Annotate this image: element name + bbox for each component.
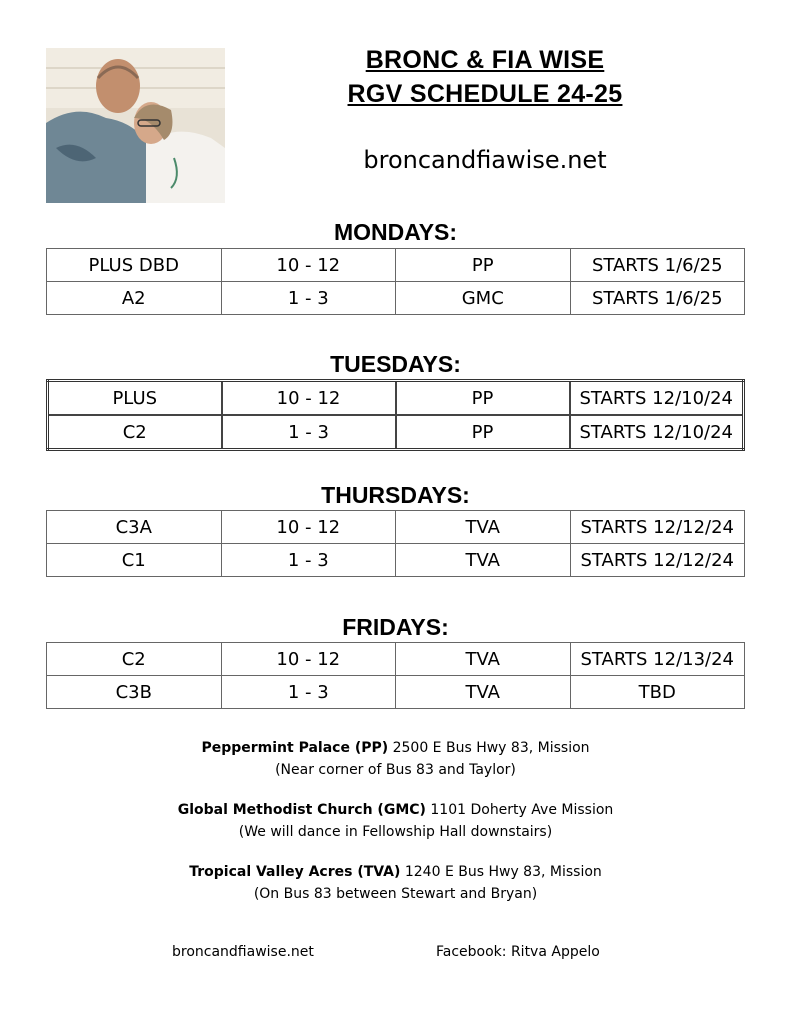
fridays-table (46, 642, 745, 709)
footer-facebook: Facebook: Ritva Appelo (436, 944, 600, 960)
table-row (48, 381, 744, 416)
time-cell: 1 - 3 (222, 415, 396, 450)
level-cell: PLUS (48, 381, 222, 416)
venue-address: 1101 Doherty Ave Mission (425, 802, 614, 818)
time-cell: 1 - 3 (221, 676, 396, 709)
mondays-table (46, 248, 745, 315)
place-cell: GMC (396, 282, 571, 315)
venue-name: Peppermint Palace (PP) (201, 740, 389, 756)
start-cell: STARTS 1/6/25 (570, 249, 745, 282)
level-cell: C2 (47, 643, 222, 676)
start-cell: TBD (570, 676, 745, 709)
tuesdays-heading: TUESDAYS: (330, 351, 461, 377)
start-cell: STARTS 1/6/25 (570, 282, 745, 315)
level-cell: C1 (47, 544, 222, 577)
place-cell: PP (396, 415, 570, 450)
place-cell: TVA (396, 544, 571, 577)
start-cell: STARTS 12/10/24 (570, 415, 744, 450)
time-cell: 1 - 3 (221, 544, 396, 577)
level-cell: C3B (47, 676, 222, 709)
place-cell: PP (396, 249, 571, 282)
level-cell: C3A (47, 511, 222, 544)
level-cell: A2 (47, 282, 222, 315)
place-cell: TVA (396, 511, 571, 544)
venue-note: (On Bus 83 between Stewart and Bryan) (253, 886, 538, 902)
tuesdays-table (46, 379, 745, 451)
venue-address: 1240 E Bus Hwy 83, Mission (400, 864, 602, 880)
place-cell: TVA (396, 643, 571, 676)
table-row (47, 544, 745, 577)
footer-website: broncandfiawise.net (172, 944, 314, 960)
mondays-heading: MONDAYS: (333, 219, 458, 245)
start-cell: STARTS 12/10/24 (570, 381, 744, 416)
time-cell: 10 - 12 (221, 249, 396, 282)
venue-name: Global Methodist Church (GMC) (177, 802, 426, 818)
venue-note: (Near corner of Bus 83 and Taylor) (275, 762, 516, 778)
website-heading: broncandfiawise.net (363, 146, 607, 174)
venue-address: 2500 E Bus Hwy 83, Mission (388, 740, 590, 756)
title-line-2: RGV SCHEDULE 24-25 (347, 80, 623, 108)
start-cell: STARTS 12/13/24 (570, 643, 745, 676)
table-row (47, 511, 745, 544)
fridays-heading: FRIDAYS: (342, 614, 449, 640)
table-row (47, 282, 745, 315)
time-cell: 1 - 3 (221, 282, 396, 315)
couple-photo (46, 48, 225, 203)
venue-gmc (46, 799, 745, 843)
time-cell: 10 - 12 (221, 643, 396, 676)
title-line-1: BRONC & FIA WISE (365, 46, 605, 74)
start-cell: STARTS 12/12/24 (570, 544, 745, 577)
table-row (47, 643, 745, 676)
table-row (47, 676, 745, 709)
table-row (47, 249, 745, 282)
level-cell: PLUS DBD (47, 249, 222, 282)
table-row (48, 415, 744, 450)
time-cell: 10 - 12 (221, 511, 396, 544)
thursdays-heading: THURSDAYS: (321, 482, 470, 508)
time-cell: 10 - 12 (222, 381, 396, 416)
venue-note: (We will dance in Fellowship Hall downstairs) (238, 824, 553, 840)
venue-name: Tropical Valley Acres (TVA) (189, 864, 401, 880)
place-cell: PP (396, 381, 570, 416)
thursdays-table (46, 510, 745, 577)
place-cell: TVA (396, 676, 571, 709)
venue-tva (46, 861, 745, 905)
start-cell: STARTS 12/12/24 (570, 511, 745, 544)
venue-pp (46, 737, 745, 781)
level-cell: C2 (48, 415, 222, 450)
